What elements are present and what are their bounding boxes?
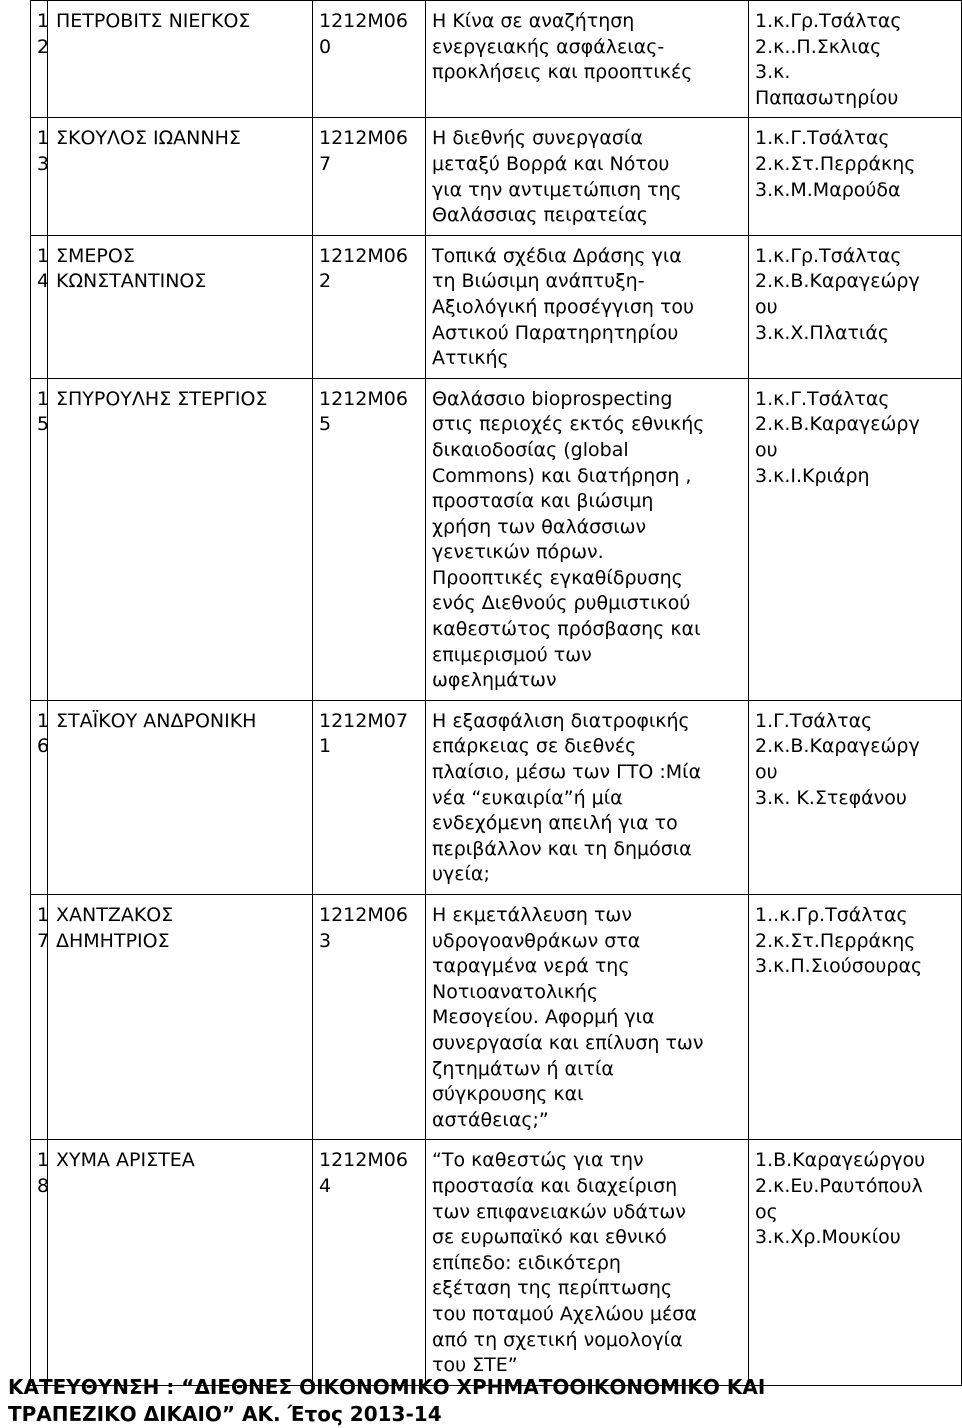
supervisors-line: 2.κ.Στ.Περράκης: [755, 929, 916, 952]
supervisors-cell: [749, 378, 962, 700]
thesis-title-line: Νοτιοανατολικής: [432, 980, 599, 1003]
student-id-line: 2: [319, 270, 332, 293]
student-name-line: ΚΩΝΣΤΑΝΤΙΝΟΣ: [56, 270, 207, 293]
student-name-cell: [48, 1140, 313, 1385]
thesis-title-line: προστασία και διαχείριση: [432, 1174, 678, 1197]
thesis-title-line: εξέταση της περίπτωσης: [432, 1277, 673, 1300]
supervisors-cell: [749, 118, 962, 235]
student-id-line: 1212Μ06: [319, 127, 408, 150]
table-row: [31, 235, 962, 378]
table-row: [31, 118, 962, 235]
thesis-title-line: στις περιοχές εκτός εθνικής: [432, 413, 705, 436]
row-number-line: 6: [37, 735, 50, 758]
student-name-line: ΔΗΜΗΤΡΙΟΣ: [56, 929, 170, 952]
thesis-title-line: Θαλάσσιο bioprospecting: [432, 387, 673, 410]
row-number-line: 1: [37, 1149, 50, 1172]
thesis-title-line: δικαιοδοσίας (global: [432, 438, 629, 461]
footer-line-1: ΚΑΤΕΥΘΥΝΣΗ : “ΔΙΕΘΝΕΣ ΟΙΚΟΝΟΜΙΚΟ ΧΡΗΜΑΤΟΟΙΚΟΝΟΜΙΚΟ ΚΑΙ: [8, 1375, 766, 1399]
table-row: [31, 1140, 962, 1385]
supervisors-line: 3.κ.Χρ.Μουκίου: [755, 1226, 901, 1249]
student-name-line: ΧΥΜΑ ΑΡΙΣΤΕΑ: [56, 1149, 195, 1172]
student-name-line: ΣΠΥΡΟΥΛΗΣ ΣΤΕΡΓΙΟΣ: [56, 387, 268, 410]
thesis-title-line: των επιφανειακών υδάτων: [432, 1200, 686, 1223]
supervisors-line: ου: [755, 295, 778, 318]
supervisors-line: ος: [755, 1200, 778, 1223]
table-row: [31, 378, 962, 700]
supervisors-line: 2.κ.Β.Καραγεώργ: [755, 413, 920, 436]
student-id-cell: [313, 895, 426, 1140]
student-id-line: 1212Μ06: [319, 904, 408, 926]
student-name-line: ΠΕΤΡΟΒΙΤΣ ΝΙΕΓΚΟΣ: [56, 10, 251, 32]
supervisors-line: 1.κ.Γρ.Τσάλτας: [755, 10, 902, 32]
thesis-title-line: Η Κίνα σε αναζήτηση: [432, 10, 635, 32]
supervisors-line: 3.κ.Μ.Μαρούδα: [755, 178, 901, 201]
student-name-cell: [48, 1, 313, 118]
thesis-title-cell: [426, 378, 749, 700]
row-number-cell: [31, 1, 48, 118]
student-id-line: 5: [319, 413, 332, 436]
thesis-title-line: σύγκρουσης και: [432, 1083, 584, 1106]
student-name-cell: [48, 895, 313, 1140]
thesis-title-cell: [426, 235, 749, 378]
row-number-cell: [31, 235, 48, 378]
thesis-table: [30, 0, 962, 1386]
thesis-title-line: τη Βιώσιμη ανάπτυξη-: [432, 270, 645, 293]
thesis-title-line: του ΣΤΕ”: [432, 1354, 518, 1377]
student-name-line: ΣΤΑΪΚΟΥ ΑΝΔΡΟΝΙΚΗ: [56, 709, 257, 732]
student-id-cell: [313, 700, 426, 894]
supervisors-line: 3.κ.Ι.Κριάρη: [755, 464, 870, 487]
thesis-title-line: αστάθειας;”: [432, 1108, 549, 1131]
footer-line-2: ΤΡΑΠΕΖΙΚΟ ΔΙΚΑΙΟ” ΑΚ. Έτος 2013-14: [8, 1402, 442, 1426]
student-id-cell: [313, 1140, 426, 1385]
row-number-line: 8: [37, 1174, 50, 1197]
student-id-line: 4: [319, 1174, 332, 1197]
student-id-line: 1212Μ06: [319, 10, 408, 32]
thesis-title-line: ταραγμένα νερά της: [432, 955, 630, 978]
row-number-line: 1: [37, 709, 50, 732]
thesis-title-line: Αστικού Παρατηρητηρίου: [432, 321, 679, 344]
student-id-line: 3: [319, 929, 332, 952]
student-name-cell: [48, 235, 313, 378]
supervisors-line: 1.Γ.Τσάλτας: [755, 709, 873, 732]
thesis-title-line: Μεσογείου. Αφορμή για: [432, 1006, 655, 1029]
thesis-title-line: υγεία;: [432, 863, 490, 886]
student-name-cell: [48, 118, 313, 235]
thesis-title-line: μεταξύ Βορρά και Νότου: [432, 152, 670, 175]
student-id-cell: [313, 1, 426, 118]
student-id-line: 1212Μ07: [319, 709, 408, 732]
thesis-title-line: ωφελημάτων: [432, 669, 557, 692]
thesis-title-line: σε ευρωπαϊκό και εθνικό: [432, 1226, 667, 1249]
supervisors-line: 3.κ.Π.Σιούσουρας: [755, 955, 923, 978]
thesis-title-line: Αττικής: [432, 347, 509, 370]
student-id-line: 0: [319, 35, 332, 58]
student-id-line: 1212Μ06: [319, 387, 408, 410]
thesis-title-line: “Το καθεστώς για την: [432, 1149, 644, 1172]
thesis-title-line: Commons) και διατήρηση ,: [432, 464, 692, 487]
thesis-title-line: περιβάλλον και τη δημόσια: [432, 837, 692, 860]
thesis-title-line: Προοπτικές εγκαθίδρυσης: [432, 566, 683, 589]
footer-heading: [8, 1374, 953, 1428]
thesis-title-line: από τη σχετική νομολογία: [432, 1328, 683, 1351]
supervisors-line: Παπασωτηρίου: [755, 86, 899, 109]
row-number-line: 1: [37, 10, 50, 32]
thesis-title-line: ενδεχόμενη απειλή για το: [432, 812, 678, 835]
student-id-line: 1212Μ06: [319, 244, 408, 267]
thesis-title-line: ενός Διεθνούς ρυθμιστικού: [432, 592, 691, 615]
supervisors-line: 2.κ.Ευ.Ραυτόπουλ: [755, 1174, 923, 1197]
thesis-title-line: πλαίσιο, μέσω των ΓΤΟ :Μία: [432, 761, 702, 784]
supervisors-line: 3.κ.Χ.Πλατιάς: [755, 321, 890, 344]
student-name-line: ΧΑΝΤΖΑΚΟΣ: [56, 904, 174, 926]
supervisors-cell: [749, 895, 962, 1140]
row-number-cell: [31, 378, 48, 700]
row-number-line: 3: [37, 152, 50, 175]
thesis-table-body: [31, 1, 962, 1386]
thesis-title-line: συνεργασία και επίλυση των: [432, 1031, 704, 1054]
row-number-cell: [31, 118, 48, 235]
supervisors-cell: [749, 235, 962, 378]
student-name-line: ΣΚΟΥΛΟΣ ΙΩΑΝΝΗΣ: [56, 127, 241, 150]
thesis-title-cell: [426, 895, 749, 1140]
table-row: [31, 1, 962, 118]
supervisors-line: 3.κ. Κ.Στεφάνου: [755, 786, 907, 809]
thesis-title-line: υδρογοανθράκων στα: [432, 929, 641, 952]
thesis-title-line: Η διεθνής συνεργασία: [432, 127, 643, 150]
thesis-title-line: Η εκμετάλλευση των: [432, 904, 632, 926]
thesis-title-line: Τοπικά σχέδια Δράσης για: [432, 244, 682, 267]
student-id-line: 1: [319, 735, 332, 758]
student-id-cell: [313, 235, 426, 378]
thesis-title-cell: [426, 1140, 749, 1385]
thesis-title-cell: [426, 700, 749, 894]
thesis-title-cell: [426, 1, 749, 118]
thesis-title-line: καθεστώτος πρόσβασης και: [432, 618, 701, 641]
supervisors-line: 1.κ.Γ.Τσάλτας: [755, 127, 890, 150]
row-number-line: 1: [37, 127, 50, 150]
thesis-title-line: γενετικών πόρων.: [432, 541, 604, 564]
student-id-cell: [313, 378, 426, 700]
thesis-title-cell: [426, 118, 749, 235]
thesis-title-line: προκλήσεις και προοπτικές: [432, 61, 693, 84]
table-row: [31, 700, 962, 894]
row-number-line: 4: [37, 270, 50, 293]
thesis-title-line: προστασία και βιώσιμη: [432, 490, 654, 513]
row-number-cell: [31, 1140, 48, 1385]
thesis-title-line: Η εξασφάλιση διατροφικής: [432, 709, 690, 732]
supervisors-line: 1.κ.Γρ.Τσάλτας: [755, 244, 902, 267]
thesis-title-line: ζητημάτων ή αιτία: [432, 1057, 614, 1080]
student-id-line: 1212Μ06: [319, 1149, 408, 1172]
row-number-line: 5: [37, 413, 50, 436]
thesis-title-line: επιμερισμού των: [432, 643, 592, 666]
row-number-line: 7: [37, 929, 50, 952]
thesis-title-line: επάρκειας σε διεθνές: [432, 735, 637, 758]
supervisors-line: 1.κ.Γ.Τσάλτας: [755, 387, 890, 410]
student-name-line: ΣΜΕΡΟΣ: [56, 244, 135, 267]
supervisors-line: 1.Β.Καραγεώργου: [755, 1149, 926, 1172]
supervisors-cell: [749, 1, 962, 118]
supervisors-cell: [749, 1140, 962, 1385]
supervisors-line: 2.κ.Β.Καραγεώργ: [755, 735, 920, 758]
thesis-title-line: χρήση των θαλάσσιων: [432, 515, 647, 538]
row-number-line: 2: [37, 35, 50, 58]
supervisors-line: ου: [755, 438, 778, 461]
row-number-cell: [31, 895, 48, 1140]
thesis-title-line: ενεργειακής ασφάλειας-: [432, 35, 665, 58]
supervisors-cell: [749, 700, 962, 894]
supervisors-line: 2.κ.Στ.Περράκης: [755, 152, 916, 175]
thesis-title-line: επίπεδο: ειδικότερη: [432, 1251, 621, 1274]
student-id-cell: [313, 118, 426, 235]
student-id-line: 7: [319, 152, 332, 175]
thesis-title-line: Θαλάσσιας πειρατείας: [432, 204, 649, 227]
thesis-title-line: Αξιολόγική προσέγγιση του: [432, 295, 695, 318]
student-name-cell: [48, 378, 313, 700]
thesis-title-line: του ποταμού Αχελώου μέσα: [432, 1302, 697, 1325]
supervisors-line: 3.κ.: [755, 61, 791, 84]
supervisors-line: 2.κ.Β.Καραγεώργ: [755, 270, 920, 293]
row-number-line: 1: [37, 904, 50, 926]
row-number-line: 1: [37, 244, 50, 267]
supervisors-line: 1..κ.Γρ.Τσάλτας: [755, 904, 908, 926]
supervisors-line: ου: [755, 761, 778, 784]
supervisors-line: 2.κ..Π.Σκλιας: [755, 35, 882, 58]
row-number-line: 1: [37, 387, 50, 410]
student-name-cell: [48, 700, 313, 894]
table-row: [31, 895, 962, 1140]
row-number-cell: [31, 700, 48, 894]
thesis-title-line: για την αντιμετώπιση της: [432, 178, 682, 201]
thesis-title-line: νέα “ευκαιρία”ή μία: [432, 786, 623, 809]
